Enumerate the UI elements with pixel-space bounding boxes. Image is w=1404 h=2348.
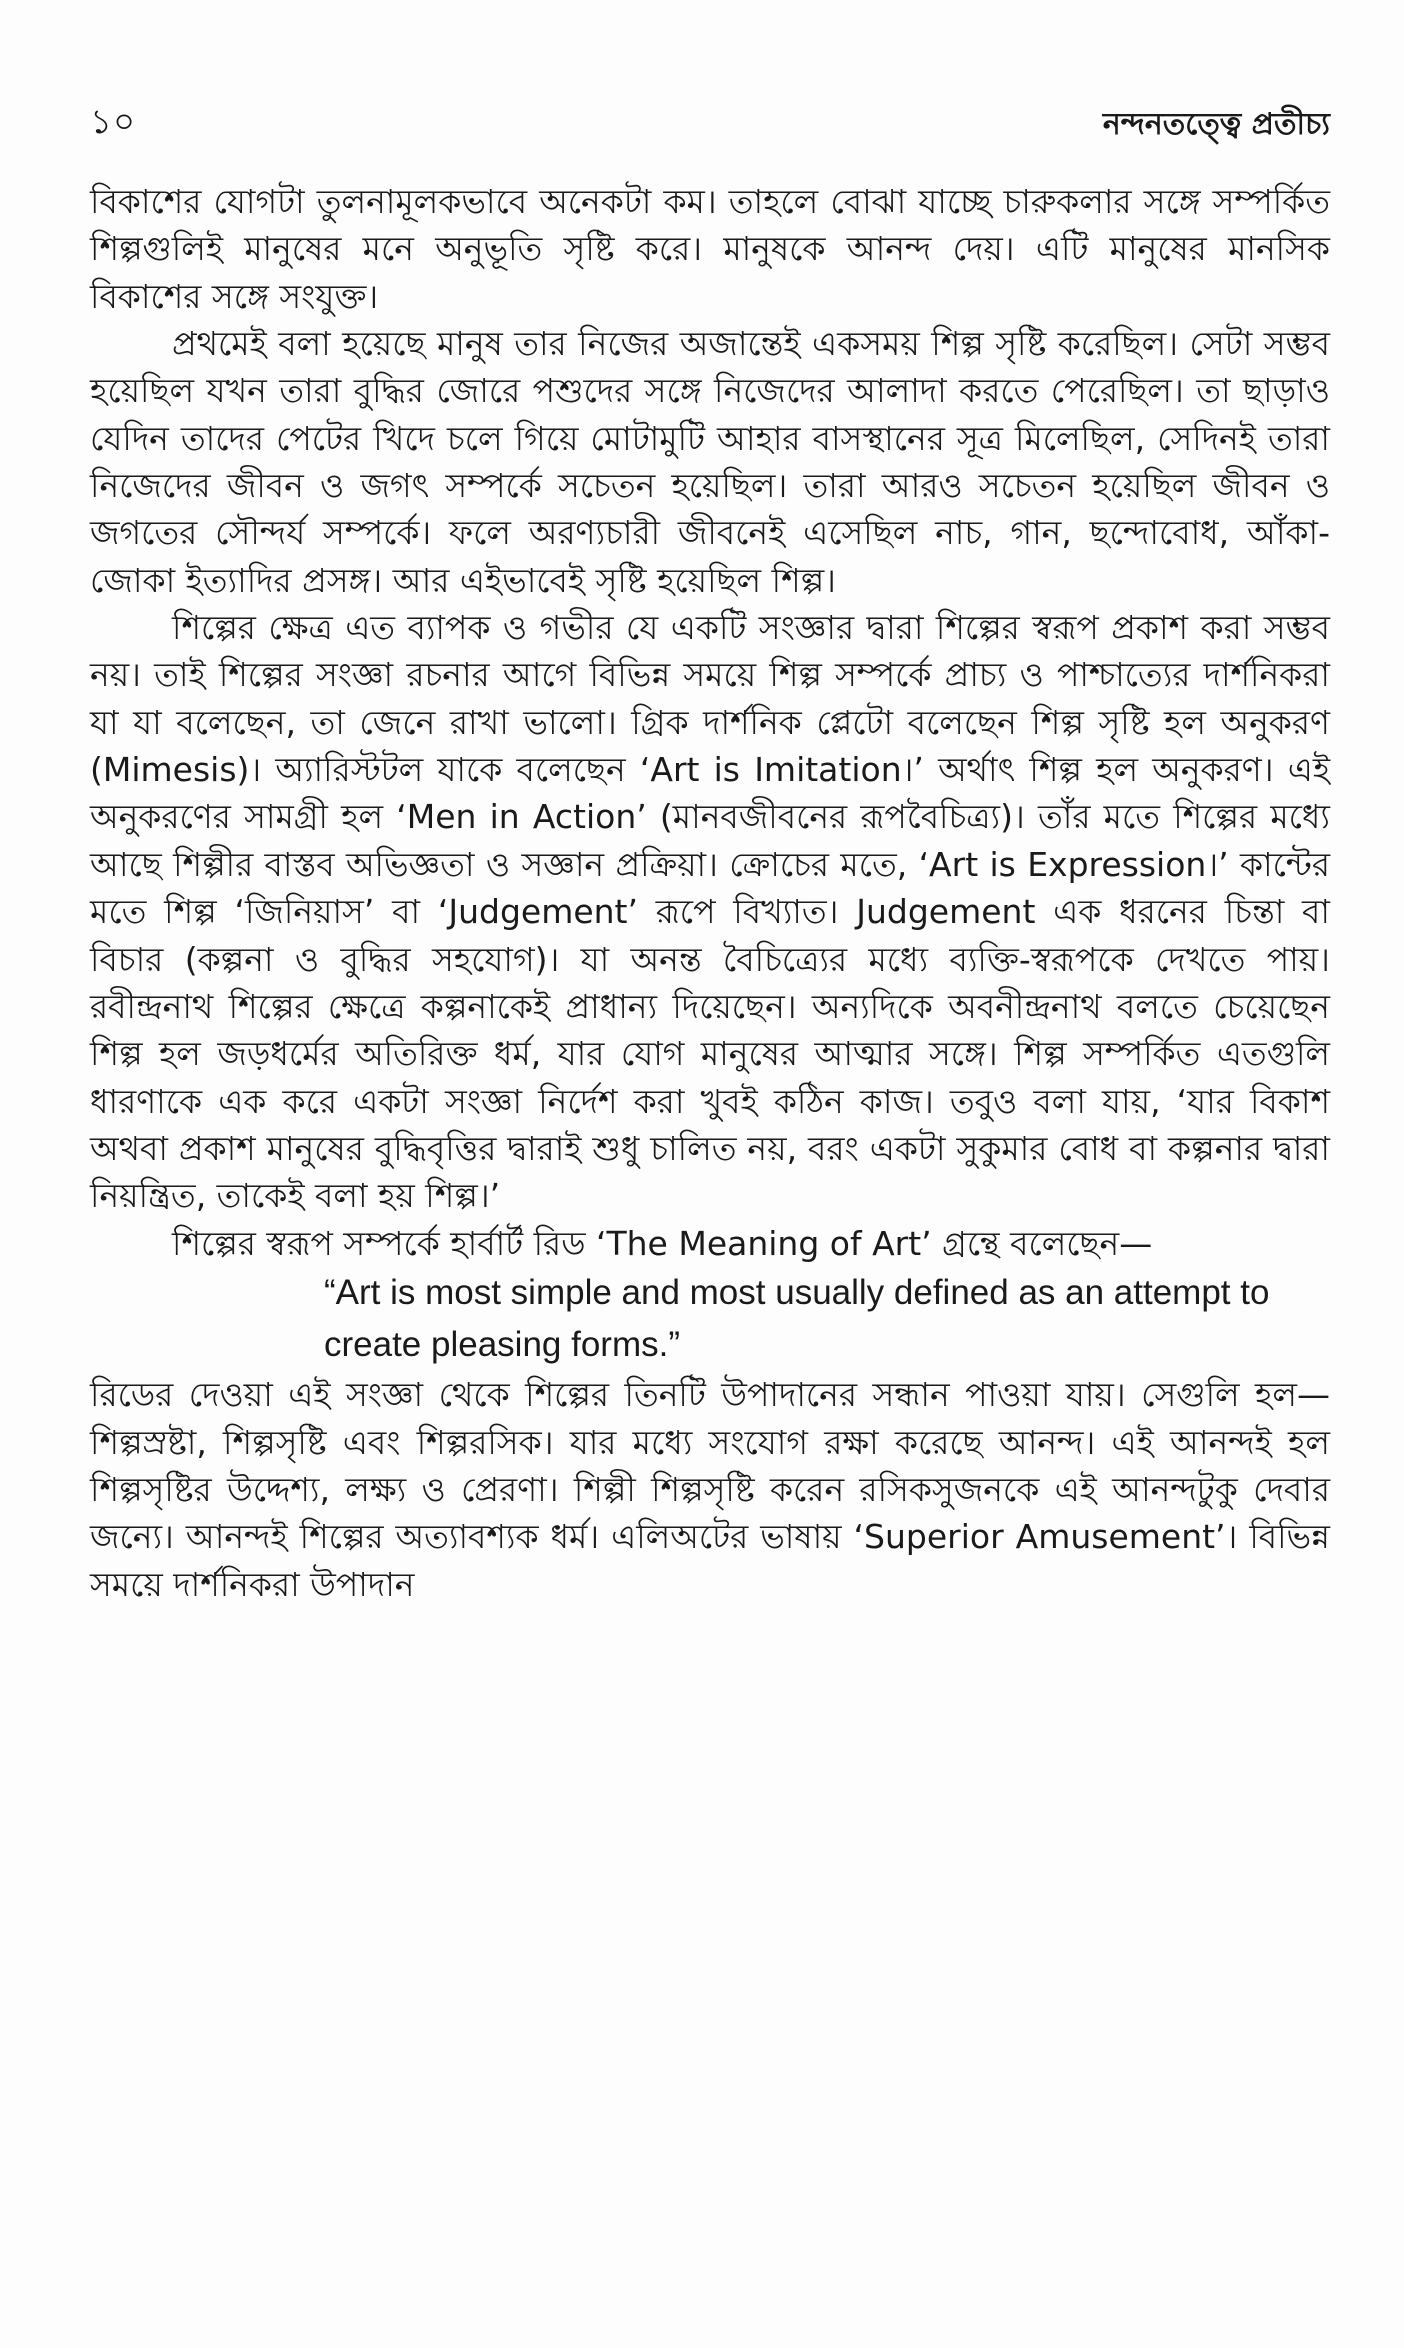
paragraph-2: প্রথমেই বলা হয়েছে মানুষ তার নিজের অজান্তেই একসময় শিল্প সৃষ্টি করেছিল। সেটা সম্ভব হয়েছিল যখন তারা বুদ্ধির জোরে পশুদের সঙ্গে নিজেদের আলাদা করতে পেরেছিল। তা ছাড়াও যেদিন তাদের পেটের খিদে চলে গিয়ে মোটামুটি আহার বাসস্থানের সূত্র মিলেছিল, সেদিনই তারা নিজেদের জীবন ও জগৎ সম্পর্কে সচেতন হয়েছিল। তারা আরও সচেতন হয়েছিল জীবন ও জগতের সৌন্দর্য সম্পর্কে। ফলে অরণ্যচারী জীবনেই এসেছিল নাচ, গান, ছন্দোবোধ, আঁকা-জোকা ইত্যাদির প্রসঙ্গ। আর এইভাবেই সৃষ্টি হয়েছিল শিল্প। (90, 324, 1330, 600)
paragraph-4: শিল্পের স্বরূপ সম্পর্কে হার্বার্ট রিড ‘The Meaning of Art’ গ্রন্থে বলেছেন— (172, 1223, 1153, 1263)
paragraph-5: রিডের দেওয়া এই সংজ্ঞা থেকে শিল্পের তিনটি উপাদানের সন্ধান পাওয়া যায়। সেগুলি হল—শিল্পস্রষ্টা, শিল্পসৃষ্টি এবং শিল্পরসিক। যার মধ্যে সংযোগ রক্ষা করেছে আনন্দ। এই আনন্দই হল শিল্পসৃষ্টির উদ্দেশ্য, লক্ষ্য ও প্রেরণা। শিল্পী শিল্পসৃষ্টি করেন রসিকসুজনকে এই আনন্দটুকু দেবার জন্যে। আনন্দই শিল্পের অত্যাবশ্যক ধর্ম। এলিঅটের ভাষায় ‘Superior Amusement’। বিভিন্ন সময়ে দার্শনিকরা উপাদান (90, 1375, 1330, 1604)
page-number: ১০ (90, 102, 137, 142)
page-body (90, 178, 1330, 1608)
paragraph-3: শিল্পের ক্ষেত্র এত ব্যাপক ও গভীর যে একটি সংজ্ঞার দ্বারা শিল্পের স্বরূপ প্রকাশ করা সম্ভব নয়। তাই শিল্পের সংজ্ঞা রচনার আগে বিভিন্ন সময়ে শিল্প সম্পর্কে প্রাচ্য ও পাশ্চাত্যের দার্শনিকরা যা যা বলেছেন, তা জেনে রাখা ভালো। গ্রিক দার্শনিক প্লেটো বলেছেন শিল্প সৃষ্টি হল অনুকরণ (Mimesis)। অ্যারিস্টটল যাকে বলেছেন ‘Art is Imitation।’ অর্থাৎ শিল্প হল অনুকরণ। এই অনুকরণের সামগ্রী হল ‘Men in Action’ (মানবজীবনের রূপবৈচিত্র্য)। তাঁর মতে শিল্পের মধ্যে আছে শিল্পীর বাস্তব অভিজ্ঞতা ও সজ্ঞান প্রক্রিয়া। ক্রোচের মতে, ‘Art is Expression।’ কান্টের মতে শিল্প ‘জিনিয়াস’ বা ‘Judgement’ রূপে বিখ্যাত। Judgement এক ধরনের চিন্তা বা বিচার (কল্পনা ও বুদ্ধির সহযোগ)। যা অনন্ত বৈচিত্র্যের মধ্যে ব্যক্তি-স্বরূপকে দেখতে পায়। রবীন্দ্রনাথ শিল্পের ক্ষেত্রে কল্পনাকেই প্রাধান্য দিয়েছেন। অন্যদিকে অবনীন্দ্রনাথ বলতে চেয়েছেন শিল্প হল জড়ধর্মের অতিরিক্ত ধর্ম, যার যোগ মানুষের আত্মার সঙ্গে। শিল্প সম্পর্কিত এতগুলি ধারণাকে এক করে একটা সংজ্ঞা নির্দেশ করা খুবই কঠিন কাজ। তবুও বলা যায়, ‘যার বিকাশ অথবা প্রকাশ মানুষের বুদ্ধিবৃত্তির দ্বারাই শুধু চালিত নয়, বরং একটা সুকুমার বোধ বা কল্পনার দ্বারা নিয়ন্ত্রিত, তাকেই বলা হয় শিল্প।’ (90, 608, 1330, 1216)
running-title: নন্দনতত্ত্বে প্রতীচ্য (1102, 107, 1330, 142)
paragraph-1: বিকাশের যোগটা তুলনামূলকভাবে অনেকটা কম। তাহলে বোঝা যাচ্ছে চারুকলার সঙ্গে সম্পর্কিত শিল্পগুলিই মানুষের মনে অনুভূতি সৃষ্টি করে। মানুষকে আনন্দ দেয়। এটি মানুষের মানসিক বিকাশের সঙ্গে সংযুক্ত। (90, 182, 1330, 316)
page-header (90, 96, 1330, 156)
block-quote: “Art is most simple and most usually defined as an attempt to create pleasing forms.” (324, 1272, 1270, 1365)
